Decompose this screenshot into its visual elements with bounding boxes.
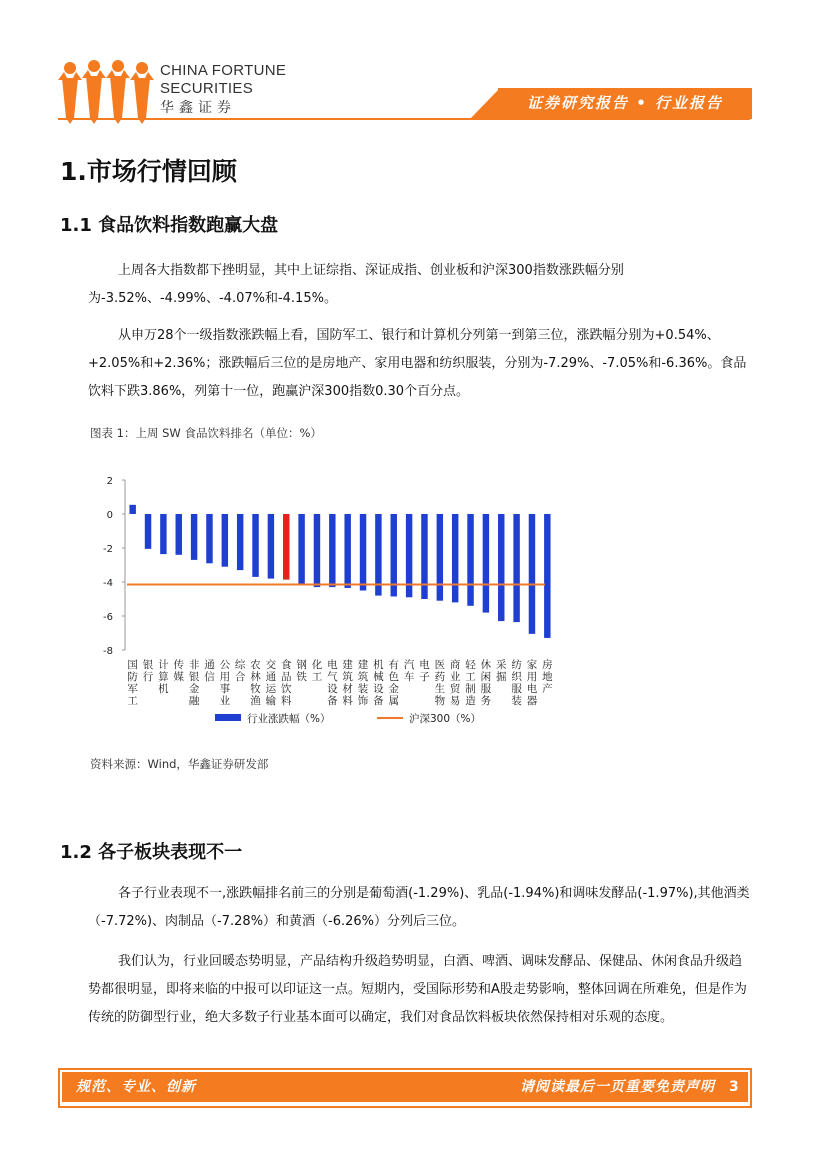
x-category-label: 掘: [496, 671, 507, 683]
x-category-label: 汽: [403, 659, 415, 671]
legend-bar-label: 行业涨跌幅（%）: [247, 713, 331, 725]
x-category-label: 建: [342, 659, 353, 671]
x-category-label: 采: [496, 659, 507, 671]
brand-line2: SECURITIES: [160, 80, 254, 97]
section-1-1-title: 1.1 食品饮料指数跑赢大盘: [60, 215, 279, 236]
section-1-title: 1.市场行情回顾: [60, 157, 237, 186]
bar-6: [222, 514, 228, 567]
x-category-label: 计: [158, 659, 169, 671]
logo-figure-4: [130, 62, 154, 124]
x-category-label: 用: [526, 671, 538, 683]
x-category-label: 融: [188, 695, 200, 707]
x-category-label: 备: [327, 695, 338, 707]
footer-motto: 规范、专业、创新: [76, 1079, 196, 1095]
bar-19: [421, 514, 427, 599]
x-category-label: 电: [419, 659, 430, 671]
bar-24: [498, 514, 504, 621]
paragraph-subsector-performance: 各子行业表现不一,涨跌幅排名前三的分别是葡萄酒(-1.29%)、乳品(-1.94%)和调味发酵品(-1.97%),其他酒类（-7.72%)、肉制品（-7.28%）和黄酒（-6.26%）分列后三位。: [88, 886, 750, 929]
x-category-label: 信: [204, 671, 215, 683]
x-category-label: 材: [342, 683, 353, 695]
x-category-label: 国: [127, 659, 138, 671]
bar-25: [513, 514, 519, 622]
x-category-label: 综: [234, 659, 246, 671]
x-category-label: 食: [281, 659, 292, 671]
x-category-label: 饰: [357, 695, 369, 707]
y-tick-label: -4: [103, 578, 113, 589]
bar-14: [344, 514, 350, 588]
x-category-label: 品: [281, 671, 292, 683]
header-tag-notch: [470, 88, 500, 119]
x-category-label: 通: [265, 671, 277, 683]
logo-figure-3: [106, 60, 130, 124]
x-category-label: 非: [188, 659, 200, 671]
paragraph-industry-ranking: 从申万28个一级指数涨跌幅上看，国防军工、银行和计算机分列第一到第三位，涨跌幅分别为+0.54%、+2.05%和+2.36%；涨跌幅后三位的是房地产、家用电器和纺织服装，分别为-7.29%、-7.05%和-6.36%。食品饮料下跌3.86%，列第十一位，跑赢沪深300指数0.30个百分点。: [88, 328, 747, 399]
x-category-label: 设: [327, 683, 338, 695]
section-1-2-title: 1.2 各子板块表现不一: [60, 842, 243, 863]
x-category-label: 银: [188, 671, 200, 683]
brand-name: [160, 62, 286, 118]
x-category-label: 金: [188, 683, 200, 695]
x-category-label: 林: [250, 671, 261, 683]
bar-27: [544, 514, 550, 638]
x-category-label: 行: [142, 671, 154, 683]
y-tick-label: -8: [103, 646, 113, 657]
x-category-label: 输: [265, 695, 277, 707]
x-category-label: 料: [342, 695, 353, 707]
x-category-label: 械: [373, 671, 384, 683]
x-category-label: 务: [480, 695, 492, 707]
x-category-label: 金: [388, 683, 399, 695]
x-category-label: 工: [127, 695, 138, 707]
x-category-label: 装: [511, 695, 522, 707]
x-category-label: 军: [127, 683, 138, 695]
x-category-label: 子: [419, 671, 430, 683]
x-category-label: 服: [480, 683, 492, 695]
x-category-label: 备: [373, 695, 384, 707]
footer-disclaimer-note: 请阅读最后一页重要免责声明: [520, 1079, 715, 1095]
bar-11: [298, 514, 304, 584]
logo-figure-1: [58, 62, 82, 124]
x-category-label: 属: [388, 695, 399, 707]
bar-26: [529, 514, 535, 634]
x-category-label: 农: [250, 659, 261, 671]
x-category-label: 造: [465, 695, 476, 707]
paragraph-outlook: 我们认为，行业回暖态势明显，产品结构升级趋势明显，白酒、啤酒、调味发酵品、保健品、休闲食品升级趋势都很明显，即将来临的中报可以印证这一点。短期内，受国际形势和A股走势影响，整体回调在所难免，但是作为传统的防御型行业，绝大多数子行业基本面可以确定，我们对食品饮料板块依然保持相对乐观的态度。: [88, 954, 747, 1025]
x-category-label: 气: [327, 671, 338, 683]
x-category-label: 制: [465, 683, 476, 695]
bar-9: [268, 514, 274, 579]
x-category-label: 防: [127, 671, 138, 683]
x-category-label: 用: [219, 671, 231, 683]
bar-12: [314, 514, 320, 587]
header-rule: [58, 118, 750, 120]
x-category-label: 色: [388, 671, 399, 683]
logo-figure-2: [82, 60, 106, 124]
x-category-label: 建: [357, 659, 369, 671]
x-category-label: 易: [449, 695, 461, 707]
bar-1: [145, 514, 151, 549]
x-category-label: 业: [449, 671, 461, 683]
x-category-label: 有: [388, 659, 399, 671]
x-category-label: 装: [357, 683, 369, 695]
bar-22: [467, 514, 473, 606]
x-category-label: 商: [449, 659, 461, 671]
x-category-label: 电: [526, 683, 538, 695]
x-category-label: 银: [142, 659, 154, 671]
bar-21: [452, 514, 458, 602]
x-category-label: 业: [219, 695, 231, 707]
figure-source: 资料来源：Wind，华鑫证券研发部: [90, 757, 269, 771]
brand-cn: 华鑫证券: [160, 100, 236, 116]
x-category-label: 筑: [357, 671, 369, 683]
x-category-label: 交: [265, 659, 277, 671]
bar-2: [160, 514, 166, 554]
x-category-label: 轻: [465, 659, 476, 671]
bar-10: [283, 514, 289, 580]
bar-15: [360, 514, 366, 591]
x-category-label: 算: [158, 671, 169, 683]
x-category-label: 工: [465, 671, 476, 683]
bar-7: [237, 514, 243, 570]
x-category-label: 运: [265, 683, 277, 695]
x-category-label: 生: [434, 683, 446, 695]
x-category-label: 事: [219, 683, 231, 695]
x-category-label: 服: [511, 683, 522, 695]
bar-0: [129, 505, 135, 514]
x-category-label: 筑: [342, 671, 353, 683]
report-tag: 证券研究报告 • 行业报告: [498, 88, 752, 119]
x-category-label: 贸: [449, 683, 461, 695]
x-category-label: 通: [204, 659, 215, 671]
x-category-label: 家: [526, 659, 538, 671]
x-category-label: 器: [526, 695, 538, 707]
bar-5: [206, 514, 212, 563]
x-category-label: 铁: [296, 671, 307, 683]
x-category-label: 传: [173, 659, 184, 671]
legend-line-label: 沪深300（%）: [409, 713, 482, 725]
brand-line1: CHINA FORTUNE: [160, 62, 287, 79]
x-category-label: 车: [403, 671, 415, 683]
page-number: 3: [729, 1079, 739, 1095]
bar-13: [329, 514, 335, 587]
bar-16: [375, 514, 381, 596]
x-category-label: 地: [542, 671, 553, 683]
x-category-label: 饮: [281, 683, 292, 695]
x-category-label: 渔: [250, 695, 261, 707]
x-category-label: 钢: [296, 659, 307, 671]
x-category-label: 工: [311, 671, 323, 683]
x-category-label: 机: [373, 659, 384, 671]
y-tick-label: 0: [106, 510, 113, 521]
x-category-label: 合: [234, 671, 246, 683]
bar-20: [437, 514, 443, 601]
y-tick-label: -2: [103, 544, 113, 555]
x-category-label: 设: [373, 683, 384, 695]
bar-8: [252, 514, 258, 577]
x-category-label: 休: [480, 659, 492, 671]
legend-bar-swatch: [215, 714, 241, 721]
x-category-label: 纺: [511, 659, 522, 671]
x-category-label: 化: [311, 659, 323, 671]
y-tick-label: -6: [103, 612, 113, 623]
x-category-label: 产: [542, 683, 553, 695]
x-category-label: 医: [434, 659, 446, 671]
x-category-label: 织: [511, 671, 522, 683]
x-category-label: 房: [542, 659, 553, 671]
x-category-label: 媒: [173, 671, 184, 683]
x-category-label: 料: [281, 695, 292, 707]
industry-ranking-chart: [85, 468, 565, 743]
y-tick-label: 2: [106, 476, 113, 487]
paragraph-index-summary: 上周各大指数都下挫明显，其中上证综指、深证成指、创业板和沪深300指数涨跌幅分别为-3.52%、-4.99%、-4.07%和-4.15%。: [88, 263, 624, 306]
x-category-label: 公: [219, 659, 231, 671]
bar-4: [191, 514, 197, 560]
x-category-label: 物: [434, 695, 446, 707]
x-category-label: 药: [434, 671, 446, 683]
figure-title: 图表 1：上周 SW 食品饮料排名（单位：%）: [90, 426, 322, 440]
x-category-label: 机: [158, 683, 169, 695]
x-category-label: 牧: [250, 683, 261, 695]
x-category-label: 电: [327, 659, 338, 671]
x-category-label: 闲: [480, 671, 492, 683]
bar-3: [176, 514, 182, 555]
bar-23: [483, 514, 489, 613]
